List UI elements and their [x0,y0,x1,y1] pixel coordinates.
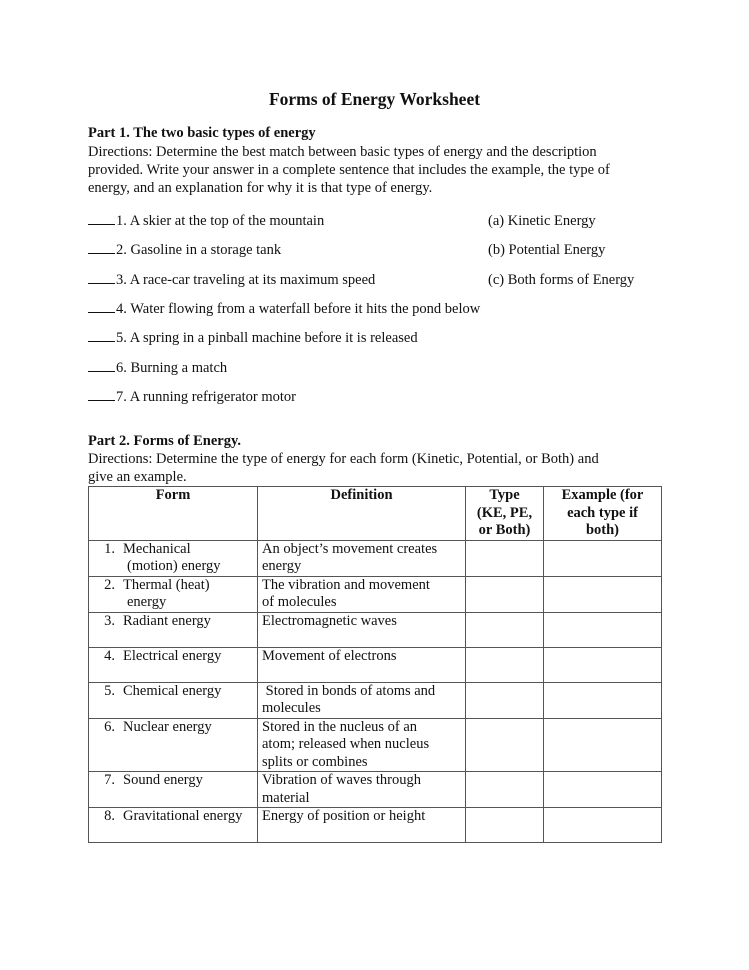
row-number: 6. [104,718,115,735]
definition-line: material [262,789,310,806]
header-example-line: both) [585,522,620,538]
example-answer-cell[interactable] [544,682,662,718]
answer-blank[interactable] [88,329,115,342]
question-number: 7. [116,389,127,405]
question-text: A running refrigerator motor [129,389,296,405]
table-row [89,576,662,612]
form-line: Nuclear energy [123,718,212,735]
definition-line: Energy of position or height [262,808,426,824]
question-number: 1. [116,213,127,229]
table-row [89,718,662,772]
question-number: 5. [116,330,127,346]
table-row [89,808,662,843]
definition-line: Stored in bonds of atoms and [262,682,436,699]
option-potential: (b) Potential Energy [488,242,606,258]
part1-heading: Part 1. The two basic types of energy [88,125,316,141]
question-item [88,241,281,259]
type-answer-cell[interactable] [466,540,544,576]
definition-line: An object’s movement creates [262,540,438,557]
form-line: Radiant energy [123,612,211,629]
example-answer-cell[interactable] [544,772,662,808]
part2-directions-line: Directions: Determine the type of energy for each form (Kinetic, Potential, or Both) and [88,451,599,467]
question-number: 6. [116,360,127,376]
form-cell [89,612,258,647]
row-number: 7. [104,772,115,788]
type-answer-cell[interactable] [466,808,544,843]
example-answer-cell[interactable] [544,612,662,647]
definition-line: Electromagnetic waves [262,612,397,629]
example-answer-cell[interactable] [544,576,662,612]
definition-line: Movement of electrons [262,647,397,664]
row-number: 4. [104,647,115,664]
question-item [88,359,227,377]
form-line: Chemical energy [123,682,222,699]
row-number: 5. [104,682,115,699]
definition-line: of molecules [262,594,337,610]
header-form: Form [89,487,258,541]
example-answer-cell[interactable] [544,540,662,576]
answer-blank[interactable] [88,359,115,372]
answer-blank[interactable] [88,300,115,313]
type-answer-cell[interactable] [466,682,544,718]
header-type-line: (KE, PE, [476,504,533,521]
question-item [88,300,480,318]
question-text: A race-car traveling at its maximum speed [129,272,376,288]
question-text: Water flowing from a waterfall before it hits the pond below [130,301,481,317]
form-cell [89,772,258,808]
table-row [89,540,662,576]
header-type-line: Type [489,487,520,503]
definition-line: Vibration of waves through [262,772,421,788]
question-item [88,388,296,406]
type-answer-cell[interactable] [466,576,544,612]
form-cell [89,647,258,682]
header-type [466,487,544,541]
definition-cell [258,647,466,682]
definition-cell [258,682,466,718]
form-cell [89,808,258,843]
table-row [89,772,662,808]
part1-directions-line: energy, and an explanation for why it is that type of energy. [88,180,433,196]
definition-cell [258,540,466,576]
definition-line: The vibration and movement [262,576,430,593]
type-answer-cell[interactable] [466,612,544,647]
option-kinetic: (a) Kinetic Energy [488,213,596,229]
header-example [544,487,662,541]
definition-cell [258,808,466,843]
row-number: 8. [104,808,115,824]
question-number: 3. [116,272,127,288]
header-example-line: each type if [567,504,638,521]
question-number: 2. [116,242,127,258]
answer-blank[interactable] [88,271,115,284]
form-cell [89,682,258,718]
row-number: 2. [104,576,115,593]
form-cell [89,576,258,612]
forms-of-energy-table [88,486,662,843]
definition-cell [258,612,466,647]
header-definition: Definition [258,487,466,541]
example-answer-cell[interactable] [544,808,662,843]
type-answer-cell[interactable] [466,647,544,682]
type-answer-cell[interactable] [466,772,544,808]
form-cell [89,540,258,576]
definition-cell [258,718,466,772]
question-item [88,271,375,289]
question-text: Burning a match [130,360,228,376]
table-header-row [89,487,662,541]
table-row [89,612,662,647]
part2-heading: Part 2. Forms of Energy. [88,433,242,449]
header-example-line: Example (for [561,487,644,503]
form-line: Mechanical [123,540,191,557]
part2-directions-line: give an example. [88,469,187,485]
form-line: Gravitational energy [123,808,243,824]
question-item [88,329,418,347]
row-number: 3. [104,612,115,629]
definition-cell [258,576,466,612]
form-cell [89,718,258,772]
definition-line: atom; released when nucleus [262,736,430,752]
answer-blank[interactable] [88,388,115,401]
form-line: Sound energy [123,772,203,788]
page-title: Forms of Energy Worksheet [268,89,481,109]
definition-line: Stored in the nucleus of an [262,718,418,735]
question-text: A skier at the top of the mountain [129,213,325,229]
row-number: 1. [104,540,115,557]
answer-blank[interactable] [88,212,115,225]
definition-line: molecules [262,700,321,716]
part1-directions-line: provided. Write your answer in a complete sentence that includes the example, the type of [88,162,610,178]
table-row [89,682,662,718]
header-type-line: or Both) [478,522,531,538]
form-line: (motion) energy [127,558,221,574]
question-item [88,212,324,230]
example-answer-cell[interactable] [544,718,662,772]
answer-blank[interactable] [88,241,115,254]
question-text: Gasoline in a storage tank [130,242,282,258]
question-text: A spring in a pinball machine before it is released [129,330,418,346]
type-answer-cell[interactable] [466,718,544,772]
definition-line: energy [262,558,302,574]
form-line: energy [127,594,167,610]
table-row [89,647,662,682]
question-number: 4. [116,301,127,317]
form-line: Electrical energy [123,647,222,664]
example-answer-cell[interactable] [544,647,662,682]
definition-cell [258,772,466,808]
form-line: Thermal (heat) [123,576,210,593]
option-both: (c) Both forms of Energy [488,272,635,288]
part1-directions-line: Directions: Determine the best match between basic types of energy and the description [88,144,597,160]
definition-line: splits or combines [262,753,368,770]
